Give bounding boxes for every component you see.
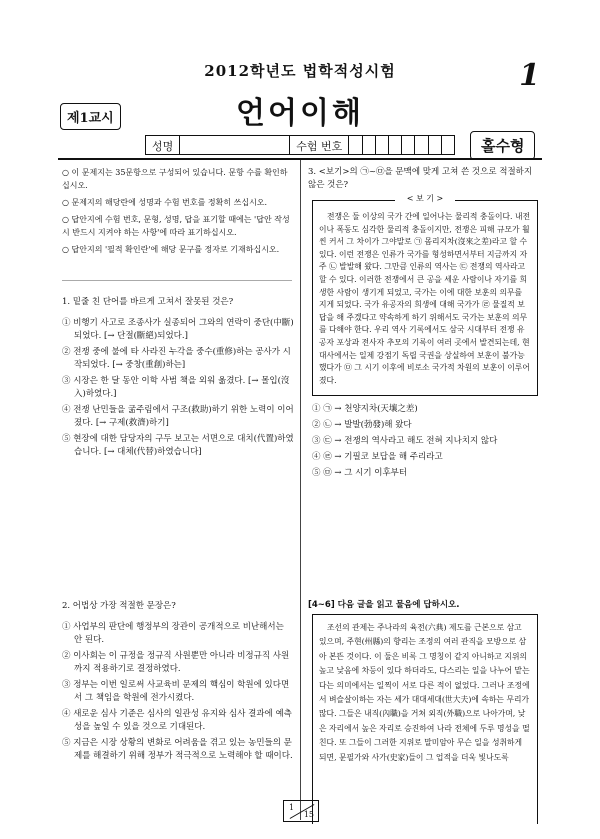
answer-option[interactable]: ① 사업부의 판단에 행정부의 장관이 공개적으로 비난해서는 안 된다. — [62, 622, 284, 645]
answer-option[interactable]: ② ㉡ → 발발(勃發)해 왔다 — [312, 420, 412, 430]
footer-total: 15 — [303, 810, 314, 819]
number-cells[interactable] — [349, 136, 454, 154]
question-1 — [62, 296, 294, 462]
answer-option[interactable]: ① 비행기 사고로 조종사가 실종되어 그와의 연락이 중단(中斷)되었다. [→ 단절(斷絕)되었다.] — [62, 318, 294, 341]
answer-option[interactable]: ② 전쟁 중에 불에 타 사라진 누각을 중수(重修)하는 공사가 시작되었다. [→ 중창(重創)하는] — [62, 347, 291, 370]
answer-option[interactable]: ⑤ 현장에 대한 담당자의 구두 보고는 서면으로 대치(代置)하였습니다. [→ 대체(代替)하였습니다] — [62, 434, 294, 457]
reference-text: 전쟁은 둘 이상의 국가 간에 일어나는 물리적 충돌이다. 내전이나 폭동도 심각한 물리적 충돌이지만, 전쟁은 피해 규모가 훨씬 커서 그 차이가 그야말로 ㉠ 몸리지차(沒來之差)라고 할 수 있다. 이런 전쟁은 인류가 국가를 형성하면서부터 지금까지 자주 ㉡ 발발해 왔다. 그만큼 인류의 역사는 ㉢ 전쟁의 역사라고 할 수 있다. 이러한 전쟁에서 큰 공을 세운 사람이나 자기를 희생한 사람이 생기게 되었고, 국가는 이에 대한 보훈의 의무를 지게 되었다. 국가 유공자의 희생에 대해 국가가 ㉣ 물질적 보답을 해 주겠다고 약속하게 하기 위해서도 국가는 보훈의 의무를 다해야 한다. 우리 역사 기록에서도 삼국 시대부터 전쟁 유공자 포상과 전사자 추모의 기록이 여러 곳에서 발견되는데, 현대사에서는 일제 강점기 독립 국권을 상실하여 보훈이 불가능했다가 ㉤ 그 시기 이후에 비로소 국가적 차원의 보훈이 이루어졌다. — [319, 212, 531, 385]
answer-option[interactable]: ③ 시장은 한 달 동안 이학 사범 책을 외워 옮겼다. [→ 몰입(沒入)하였다.] — [62, 376, 290, 399]
question-stem: 1. 밑줄 친 단어를 바르게 고쳐서 잘못된 것은? — [62, 297, 234, 307]
reading-passage: 조선의 관제는 주나라의 육전(六典) 제도를 근본으로 삼고 있으며, 주현(州縣)의 향리는 조정의 여러 관직을 모방으로 삼아 본뜬 것이다. 이 둘은 비록 그 명칭이 같지 아니하고 지위의 높고 낮음에 차등이 있다 하더라도, 다스리는 일을 나누어 맡는다는 의미에서는 일찍이 서로 다른 적이 없었다. 그러나 조정에서 벼슬살이하는 자는 세가 대대세대(世大夫)에 속하는 무리가 많다. 그들은 내직(內職)을 거쳐 외직(外職)으로 나아가며, 낮은 자리에서 높은 자리로 승진하여 나라 전체에 두루 명성을 떨친다. 또 그들이 그러한 지위로 말미암아 무슨 일을 성취하게 되면, 문필가와 사가(史家)들이 그 업적을 더욱 빛나도록 — [312, 614, 538, 824]
reference-box-title: < 보 기 > — [395, 193, 455, 204]
number-cell[interactable] — [402, 136, 415, 154]
answer-option[interactable]: ① ㉠ → 천양지차(天壤之差) — [312, 404, 418, 414]
answer-option[interactable]: ④ ㉣ → 기필코 보답을 해 주리라고 — [312, 452, 443, 462]
number-cell[interactable] — [429, 136, 442, 154]
session-badge: 제1교시 — [60, 103, 121, 130]
reference-box — [312, 200, 538, 396]
instruction-item: ○ 문제지의 해당란에 성명과 수험 번호를 정확히 쓰십시오. — [62, 198, 268, 207]
subject-title: 언어이해 — [236, 96, 364, 131]
number-cell[interactable] — [376, 136, 389, 154]
instruction-item: ○ 답안지의 '필적 확인란'에 해당 문구를 정자로 기재하십시오. — [62, 245, 280, 254]
name-label: 성명 — [146, 136, 180, 154]
exam-type-badge: 홀수형 — [470, 131, 535, 160]
answer-option[interactable]: ④ 새로운 심사 기준은 심사의 일관성 유지와 심사 결과에 예측성을 높일 수 있을 것으로 기대된다. — [62, 709, 292, 732]
instruction-item: ○ 답안지에 수험 번호, 문형, 성명, 답을 표기할 때에는 '답안 작성 시 반드시 지켜야 하는 사항'에 따라 표기하십시오. — [62, 215, 290, 237]
name-field[interactable] — [180, 136, 290, 154]
page-number-large: 1 — [519, 58, 540, 93]
answer-option[interactable]: ② 이사회는 이 규정을 정규직 사원뿐만 아니라 비정규직 사원까지 적용하기로 결정하였다. — [62, 651, 290, 674]
answer-option[interactable]: ③ 정부는 이번 일로써 사교육비 문제의 핵심이 학원에 있다면서 그 책임을 학원에 전가시켰다. — [62, 680, 290, 703]
instructions-divider — [62, 280, 292, 281]
question-group-4-6-stem: [4~6] 다음 글을 읽고 물음에 답하시오. — [308, 600, 460, 610]
answer-option[interactable]: ③ ㉢ → 전쟁의 역사라고 해도 전혀 지나치지 않다 — [312, 436, 498, 446]
instructions — [62, 166, 292, 260]
answer-option[interactable]: ⑤ 지금은 시장 상황의 변화로 어려움을 겪고 있는 농민들의 문제를 해결하기 위해 정부가 적극적으로 노력해야 할 때이다. — [62, 738, 293, 761]
candidate-id-bar — [145, 135, 455, 155]
number-cell[interactable] — [363, 136, 376, 154]
number-cell[interactable] — [442, 136, 454, 154]
exam-title: 2012학년도 법학적성시험 — [204, 62, 396, 80]
question-3-options — [312, 403, 538, 483]
question-2 — [62, 600, 294, 766]
instruction-item: ○ 이 문제지는 35문항으로 구성되어 있습니다. 문항 수를 확인하십시오. — [62, 168, 288, 190]
number-cell[interactable] — [349, 136, 362, 154]
number-cell[interactable] — [389, 136, 402, 154]
number-label: 수험 번호 — [290, 136, 349, 154]
column-divider — [300, 160, 301, 820]
question-3-stem: 3. <보기>의 ㉠~㉤을 문맥에 맞게 고쳐 쓴 것으로 적절하지 않은 것은? — [308, 167, 533, 190]
question-stem: 2. 어법상 가장 적절한 문장은? — [62, 601, 176, 611]
answer-option[interactable]: ⑤ ㉤ → 그 시기 이후부터 — [312, 468, 408, 478]
page-footer — [283, 800, 319, 822]
footer-page: 1 — [289, 803, 295, 812]
number-cell[interactable] — [415, 136, 428, 154]
answer-option[interactable]: ④ 전쟁 난민들을 굶주림에서 구조(救助)하기 위한 노력이 이어졌다. [→ 구제(救濟)하기] — [62, 405, 294, 428]
